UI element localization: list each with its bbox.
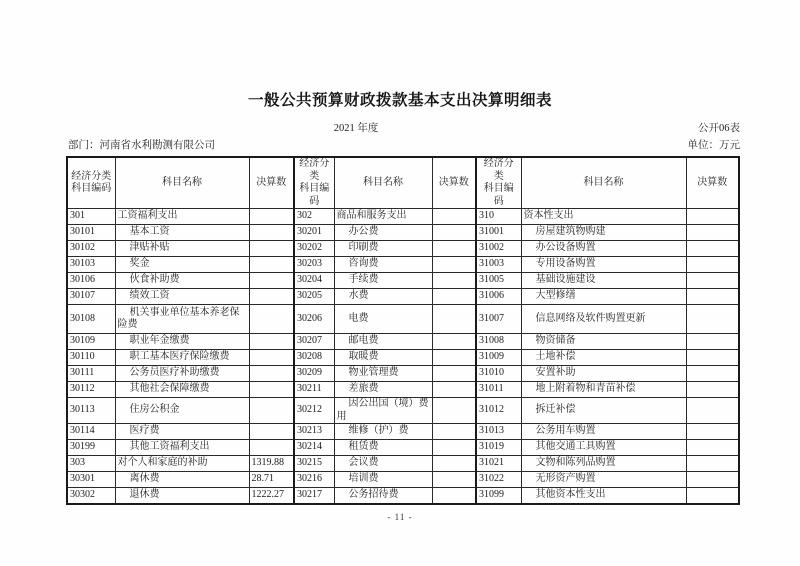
- table-header-row: [67, 157, 739, 209]
- code-cell: 30214: [294, 440, 334, 456]
- amount-cell: [686, 382, 739, 398]
- subject-name-cell: 伙食补助费: [115, 273, 249, 289]
- subject-name-cell: 大型修缮: [521, 289, 686, 305]
- subject-name-cell: 职工基本医疗保险缴费: [115, 350, 249, 366]
- subject-name-cell: 取暖费: [334, 350, 432, 366]
- code-cell: 30101: [67, 225, 115, 241]
- code-cell: 31012: [476, 398, 521, 424]
- subject-name-cell: 其他社会保障缴费: [115, 382, 249, 398]
- code-cell: 30199: [67, 440, 115, 456]
- table-row: [67, 382, 739, 398]
- code-cell: 30208: [294, 350, 334, 366]
- code-cell: 31008: [476, 334, 521, 350]
- table-row: [67, 456, 739, 472]
- amount-cell: [249, 289, 294, 305]
- code-cell: 30216: [294, 472, 334, 488]
- amount-cell: [249, 350, 294, 366]
- subject-name-cell: 文物和陈列品购置: [521, 456, 686, 472]
- amount-cell: [432, 257, 476, 273]
- header-code-line2: 科目编码: [71, 183, 112, 194]
- code-cell: 30203: [294, 257, 334, 273]
- subject-name-cell: 公务用车购置: [521, 424, 686, 440]
- subject-name-cell: 物资储备: [521, 334, 686, 350]
- table-row: [67, 472, 739, 488]
- amount-cell: [432, 382, 476, 398]
- unit-label: 单位：万元: [687, 140, 740, 151]
- code-cell: 30206: [294, 305, 334, 334]
- amount-cell: [249, 225, 294, 241]
- table-row: [67, 366, 739, 382]
- subject-name-cell: 公务招待费: [334, 488, 432, 504]
- code-cell: 30211: [294, 382, 334, 398]
- code-cell: 31007: [476, 305, 521, 334]
- code-cell: 31013: [476, 424, 521, 440]
- amount-cell: [686, 350, 739, 366]
- amount-cell: [686, 273, 739, 289]
- code-cell: 301: [67, 209, 115, 225]
- amount-cell: [686, 424, 739, 440]
- header-code-line2: 科目编码: [483, 183, 514, 207]
- amount-cell: [249, 209, 294, 225]
- code-cell: 303: [67, 456, 115, 472]
- amount-cell: [432, 440, 476, 456]
- amount-cell: [686, 398, 739, 424]
- table-row: [67, 209, 739, 225]
- subject-name-cell: 其他工资福利支出: [115, 440, 249, 456]
- amount-cell: 28.71: [249, 472, 294, 488]
- header-name-1: 科目名称: [115, 157, 249, 209]
- amount-cell: [432, 305, 476, 334]
- header-code-line1: 经济分类: [483, 158, 514, 182]
- code-cell: 30205: [294, 289, 334, 305]
- page-title: 一般公共预算财政拨款基本支出决算明细表: [247, 92, 552, 109]
- code-cell: 30201: [294, 225, 334, 241]
- subject-name-cell: 邮电费: [334, 334, 432, 350]
- code-cell: 30213: [294, 424, 334, 440]
- subject-name-cell: 印刷费: [334, 241, 432, 257]
- subject-name-cell: 津贴补贴: [115, 241, 249, 257]
- subject-name-cell: 水费: [334, 289, 432, 305]
- amount-cell: [686, 472, 739, 488]
- amount-cell: [686, 305, 739, 334]
- subject-name-cell: 差旅费: [334, 382, 432, 398]
- subject-name-cell: 信息网络及软件购置更新: [521, 305, 686, 334]
- table-row: [67, 424, 739, 440]
- table-row: [67, 241, 739, 257]
- amount-cell: [432, 456, 476, 472]
- subject-name-cell: 办公费: [334, 225, 432, 241]
- amount-cell: [249, 398, 294, 424]
- amount-cell: [432, 273, 476, 289]
- amount-cell: [432, 209, 476, 225]
- subject-name-cell: 机关事业单位基本养老保险费: [115, 305, 249, 334]
- subject-name-cell: 住房公积金: [115, 398, 249, 424]
- amount-cell: 1319.88: [249, 456, 294, 472]
- code-cell: 31001: [476, 225, 521, 241]
- code-cell: 30103: [67, 257, 115, 273]
- amount-cell: [249, 424, 294, 440]
- amount-cell: [686, 334, 739, 350]
- subject-name-cell: 其他交通工具购置: [521, 440, 686, 456]
- amount-cell: [249, 273, 294, 289]
- amount-cell: [249, 305, 294, 334]
- subject-name-cell: 商品和服务支出: [334, 209, 432, 225]
- amount-cell: [249, 440, 294, 456]
- amount-cell: [686, 456, 739, 472]
- header-name-3: 科目名称: [521, 157, 686, 209]
- amount-cell: [686, 488, 739, 504]
- table-row: [67, 289, 739, 305]
- header-name-2: 科目名称: [334, 157, 432, 209]
- code-cell: 30202: [294, 241, 334, 257]
- code-cell: 30102: [67, 241, 115, 257]
- amount-cell: [249, 334, 294, 350]
- amount-cell: [432, 488, 476, 504]
- amount-cell: [432, 289, 476, 305]
- table-row: [67, 440, 739, 456]
- code-cell: 30112: [67, 382, 115, 398]
- subject-name-cell: 手续费: [334, 273, 432, 289]
- amount-cell: [432, 366, 476, 382]
- table-row: [67, 398, 739, 424]
- header-value-3: 决算数: [686, 157, 739, 209]
- code-cell: 30301: [67, 472, 115, 488]
- subject-name-cell: 咨询费: [334, 257, 432, 273]
- amount-cell: [686, 289, 739, 305]
- header-code-3: [476, 157, 521, 209]
- subject-name-cell: 培训费: [334, 472, 432, 488]
- subject-name-cell: 维修（护）费: [334, 424, 432, 440]
- amount-cell: [686, 440, 739, 456]
- amount-cell: [249, 241, 294, 257]
- subject-name-cell: 电费: [334, 305, 432, 334]
- fiscal-year-label: 2021 年度: [333, 123, 379, 134]
- code-cell: 30215: [294, 456, 334, 472]
- code-cell: 30209: [294, 366, 334, 382]
- budget-detail-table: [66, 156, 740, 505]
- header-code-line1: 经济分类: [299, 158, 330, 182]
- subject-name-cell: 工资福利支出: [115, 209, 249, 225]
- subject-name-cell: 基础设施建设: [521, 273, 686, 289]
- code-cell: 31021: [476, 456, 521, 472]
- subject-name-cell: 物业管理费: [334, 366, 432, 382]
- code-cell: 30302: [67, 488, 115, 504]
- header-value-2: 决算数: [432, 157, 476, 209]
- subject-name-cell: 拆迁补偿: [521, 398, 686, 424]
- table-row: [67, 334, 739, 350]
- code-cell: 30108: [67, 305, 115, 334]
- amount-cell: [686, 209, 739, 225]
- amount-cell: [432, 241, 476, 257]
- subject-name-cell: 办公设备购置: [521, 241, 686, 257]
- subject-name-cell: 其他资本性支出: [521, 488, 686, 504]
- code-cell: 30109: [67, 334, 115, 350]
- department-label: 部门：河南省水利勘测有限公司: [68, 140, 215, 151]
- code-cell: 31009: [476, 350, 521, 366]
- header-code-1: [67, 157, 115, 209]
- code-cell: 30106: [67, 273, 115, 289]
- amount-cell: 1222.27: [249, 488, 294, 504]
- amount-cell: [432, 472, 476, 488]
- table-row: [67, 488, 739, 504]
- table-row: [67, 305, 739, 334]
- subject-name-cell: 地上附着物和青苗补偿: [521, 382, 686, 398]
- amount-cell: [432, 334, 476, 350]
- amount-cell: [686, 257, 739, 273]
- subject-name-cell: 对个人和家庭的补助: [115, 456, 249, 472]
- subject-name-cell: 因公出国（境）费用: [334, 398, 432, 424]
- subject-name-cell: 公务员医疗补助缴费: [115, 366, 249, 382]
- subject-name-cell: 会议费: [334, 456, 432, 472]
- amount-cell: [686, 241, 739, 257]
- code-cell: 30110: [67, 350, 115, 366]
- header-value-1: 决算数: [249, 157, 294, 209]
- code-cell: 31006: [476, 289, 521, 305]
- code-cell: 31010: [476, 366, 521, 382]
- code-cell: 30204: [294, 273, 334, 289]
- amount-cell: [686, 225, 739, 241]
- table-row: [67, 225, 739, 241]
- code-cell: 30217: [294, 488, 334, 504]
- subject-name-cell: 奖金: [115, 257, 249, 273]
- code-cell: 31005: [476, 273, 521, 289]
- subject-name-cell: 房屋建筑物购建: [521, 225, 686, 241]
- amount-cell: [249, 366, 294, 382]
- subject-name-cell: 资本性支出: [521, 209, 686, 225]
- code-cell: 310: [476, 209, 521, 225]
- subject-name-cell: 土地补偿: [521, 350, 686, 366]
- subject-name-cell: 离休费: [115, 472, 249, 488]
- amount-cell: [432, 350, 476, 366]
- table-row: [67, 350, 739, 366]
- header-code-line1: 经济分类: [71, 170, 112, 182]
- code-cell: 31003: [476, 257, 521, 273]
- code-cell: 31002: [476, 241, 521, 257]
- amount-cell: [249, 257, 294, 273]
- amount-cell: [432, 398, 476, 424]
- subject-name-cell: 基本工资: [115, 225, 249, 241]
- code-cell: 31022: [476, 472, 521, 488]
- header-code-line2: 科目编码: [299, 183, 330, 207]
- amount-cell: [686, 366, 739, 382]
- subject-name-cell: 租赁费: [334, 440, 432, 456]
- amount-cell: [432, 225, 476, 241]
- code-cell: 30113: [67, 398, 115, 424]
- amount-cell: [249, 382, 294, 398]
- code-cell: 30111: [67, 366, 115, 382]
- subject-name-cell: 无形资产购置: [521, 472, 686, 488]
- table-number-label: 公开06表: [698, 123, 740, 134]
- code-cell: 30212: [294, 398, 334, 424]
- table-row: [67, 273, 739, 289]
- subject-name-cell: 医疗费: [115, 424, 249, 440]
- table-row: [67, 257, 739, 273]
- code-cell: 31099: [476, 488, 521, 504]
- subject-name-cell: 退休费: [115, 488, 249, 504]
- header-code-2: [294, 157, 334, 209]
- code-cell: 30114: [67, 424, 115, 440]
- subject-name-cell: 绩效工资: [115, 289, 249, 305]
- code-cell: 30107: [67, 289, 115, 305]
- code-cell: 302: [294, 209, 334, 225]
- subject-name-cell: 专用设备购置: [521, 257, 686, 273]
- code-cell: 30207: [294, 334, 334, 350]
- code-cell: 31019: [476, 440, 521, 456]
- subject-name-cell: 安置补助: [521, 366, 686, 382]
- amount-cell: [432, 424, 476, 440]
- code-cell: 31011: [476, 382, 521, 398]
- page-number: - 11 -: [387, 512, 413, 522]
- subject-name-cell: 职业年金缴费: [115, 334, 249, 350]
